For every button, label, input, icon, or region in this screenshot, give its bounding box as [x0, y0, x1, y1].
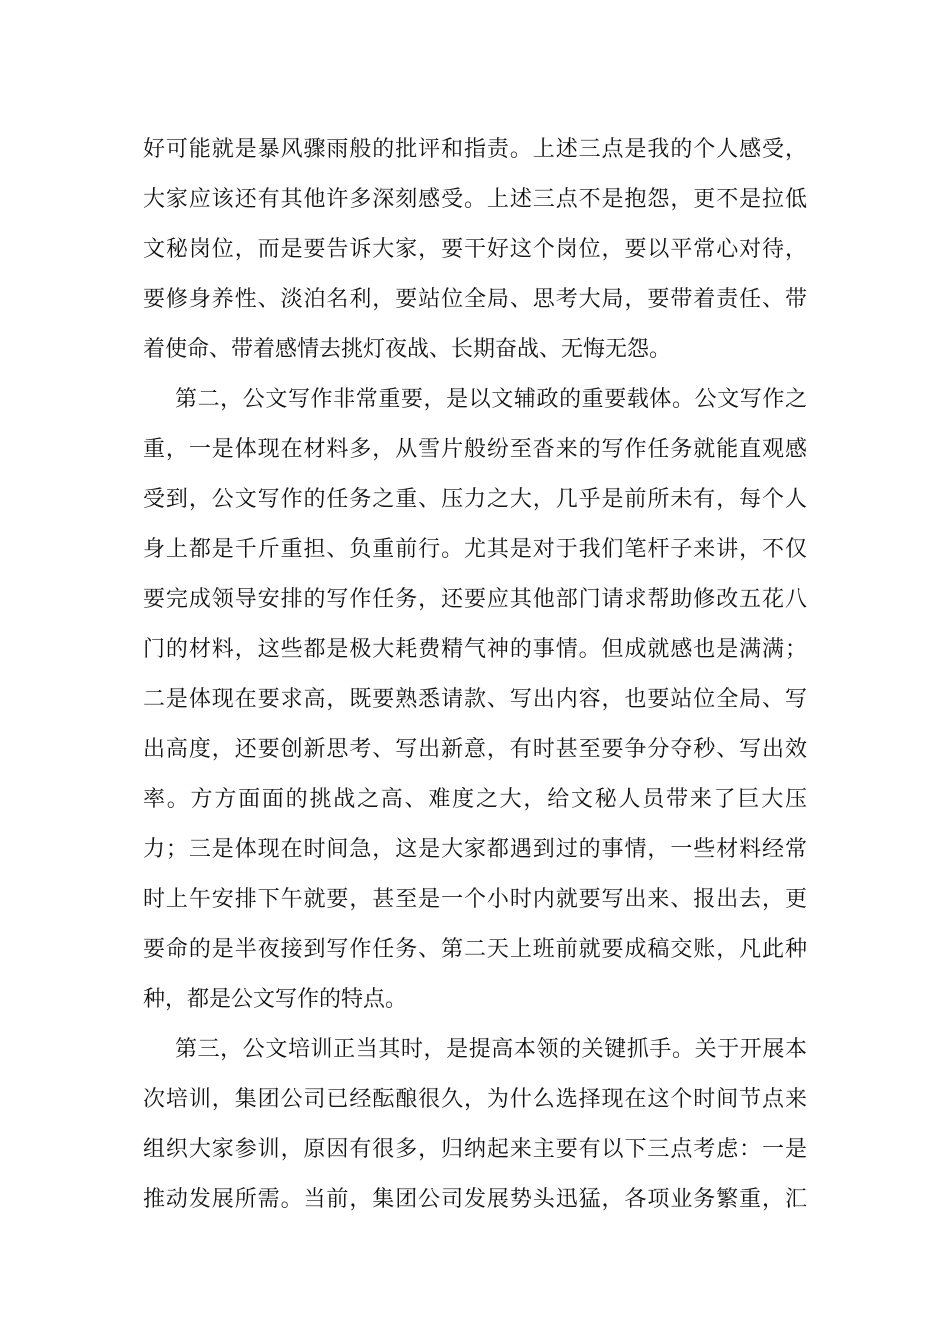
text-line: 组织大家参训，原因有很多，归纳起来主要有以下三点考虑：一是: [143, 1137, 807, 1162]
text-line: 力；三是体现在时间急，这是大家都遇到过的事情，一些材料经常: [143, 837, 807, 862]
text-line: 要完成领导安排的写作任务，还要应其他部门请求帮助修改五花八: [143, 587, 807, 612]
paragraph-start-line: 第二，公文写作非常重要，是以文辅政的重要载体。公文写作之: [175, 387, 807, 412]
text-line: 出高度，还要创新思考、写出新意，有时甚至要争分夺秒、写出效: [143, 737, 807, 762]
text-line: 二是体现在要求高，既要熟悉请款、写出内容，也要站位全局、写: [143, 687, 807, 712]
text-line: 门的材料，这些都是极大耗费精气神的事情。但成就感也是满满；: [143, 637, 807, 662]
paragraph-start-line: 第三，公文培训正当其时，是提高本领的关键抓手。关于开展本: [175, 1037, 807, 1062]
text-line: 文秘岗位，而是要告诉大家，要干好这个岗位，要以平常心对待，: [143, 237, 807, 262]
text-line: 推动发展所需。当前，集团公司发展势头迅猛，各项业务繁重，汇: [143, 1187, 807, 1212]
text-line: 种，都是公文写作的特点。: [143, 987, 408, 1012]
text-line: 次培训，集团公司已经酝酿很久，为什么选择现在这个时间节点来: [143, 1087, 807, 1112]
text-line: 重，一是体现在材料多，从雪片般纷至沓来的写作任务就能直观感: [143, 437, 807, 462]
text-line: 大家应该还有其他许多深刻感受。上述三点不是抱怨，更不是拉低: [143, 187, 807, 212]
text-line: 时上午安排下午就要，甚至是一个小时内就要写出来、报出去，更: [143, 887, 807, 912]
text-line: 好可能就是暴风骤雨般的批评和指责。上述三点是我的个人感受，: [143, 137, 807, 162]
text-line: 着使命、带着感情去挑灯夜战、长期奋战、无悔无怨。: [143, 337, 672, 362]
text-line: 身上都是千斤重担、负重前行。尤其是对于我们笔杆子来讲，不仅: [143, 537, 807, 562]
text-line: 要命的是半夜接到写作任务、第二天上班前就要成稿交账，凡此种: [143, 937, 807, 962]
text-line: 受到，公文写作的任务之重、压力之大，几乎是前所未有，每个人: [143, 487, 807, 512]
text-line: 要修身养性、淡泊名利，要站位全局、思考大局，要带着责任、带: [143, 287, 807, 312]
text-line: 率。方方面面的挑战之高、难度之大，给文秘人员带来了巨大压: [143, 787, 807, 812]
